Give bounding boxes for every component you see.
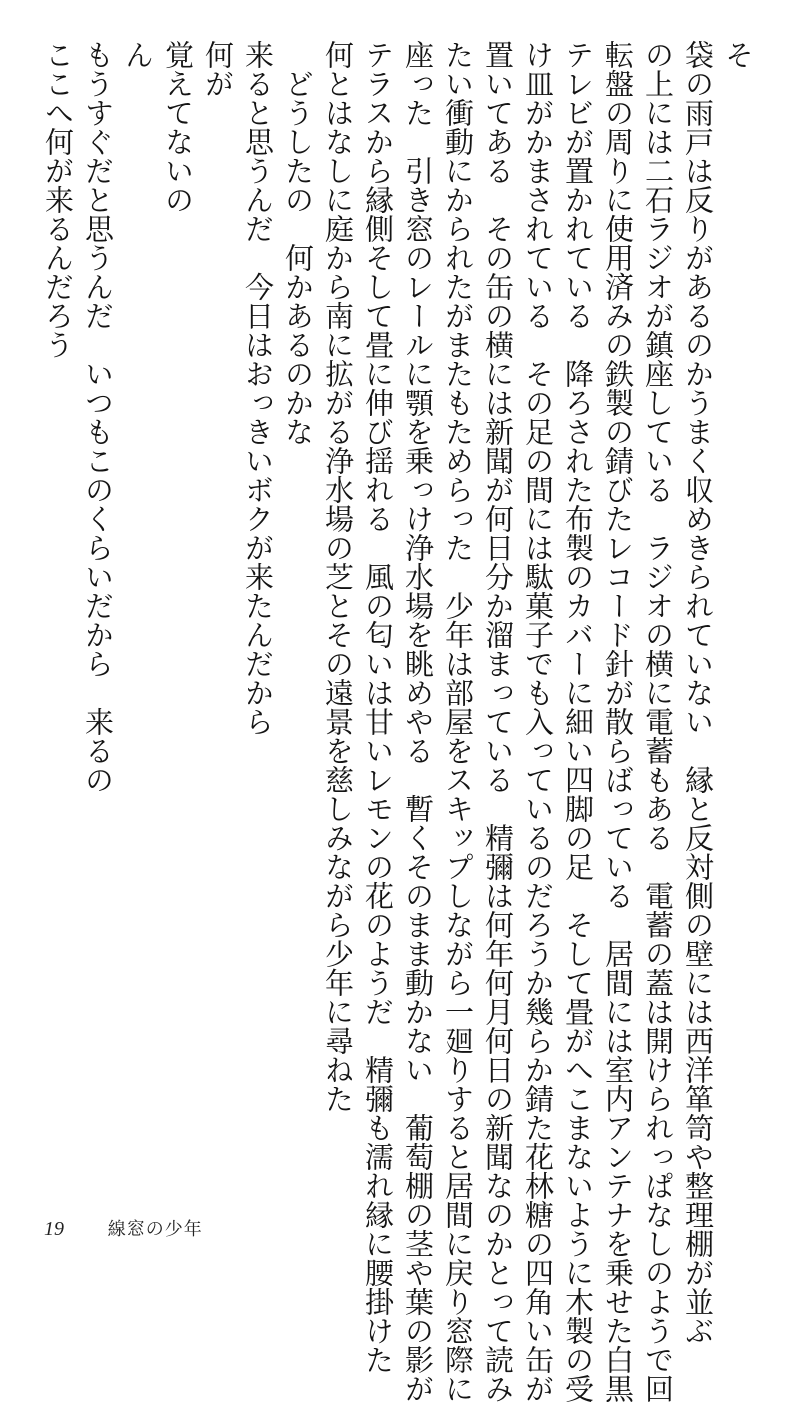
page-footer	[44, 1215, 203, 1241]
text-line: 転盤の周りに使用済みの鉄製の錆びたレコード針が散らばっている 居間には室内アンテナを乗せた白黒	[601, 40, 635, 1403]
text-line: け皿がかまされている その足の間には駄菓子でも入っているのだろうか幾らか錆た花林糖の四角い缶が	[521, 40, 555, 1403]
dialogue-line: どうしたの 何かあるのかな	[281, 69, 315, 446]
dialogue-line: もうすぐだと思うんだ いつもこのくらいだから 来るの	[81, 40, 115, 794]
text-line: の上には二石ラジオが鎮座している ラジオの横に電蓄もある 電蓄の蓋は開けられっぱなしのようで回	[641, 40, 675, 1403]
text-line: テラスから縁側そして畳に伸び揺れる 風の匂いは甘いレモンの花のようだ 精彌も濡れ縁に腰掛けた	[361, 40, 395, 1374]
dialogue-line: ん	[121, 40, 155, 69]
page-number: 19	[44, 1218, 64, 1240]
text-line: テレビが置かれている 降ろされた布製のカバーに細い四脚の足 そして畳がへこまないように木製の受	[561, 40, 595, 1403]
text-line: たい衝動にかられたがまたもためらった 少年は部屋をスキップしながら一廻りすると居間に戻り窓際に	[441, 40, 475, 1403]
text-line: 何とはなしに庭から南に拡がる浄水場の芝とその遠景を慈しみながら少年に尋ねた	[321, 40, 355, 1113]
dialogue-line: 来ると思うんだ 今日はおっきいボクが来たんだから	[241, 40, 275, 736]
dialogue-line: 覚えてないの	[161, 40, 195, 214]
text-line: そ	[721, 40, 755, 69]
text-line: 置いてある その缶の横には新聞が何日分か溜まっている 精彌は何年何月何日の新聞なのかとって読み	[481, 40, 515, 1403]
dialogue-line: ここへ何が来るんだろう	[41, 40, 75, 359]
text-line: 座った 引き窓のレールに顎を乗っけ浄水場を眺めやる 暫くそのまま動かない 葡萄棚の茎や葉の影が	[401, 40, 435, 1403]
running-title: 線窓の少年	[107, 1219, 203, 1240]
dialogue-line: 何が	[201, 40, 235, 98]
text-line: 袋の雨戸は反りがあるのかうまく収めきられていない 縁と反対側の壁には西洋箪笥や整理棚が並ぶ	[681, 40, 715, 1345]
